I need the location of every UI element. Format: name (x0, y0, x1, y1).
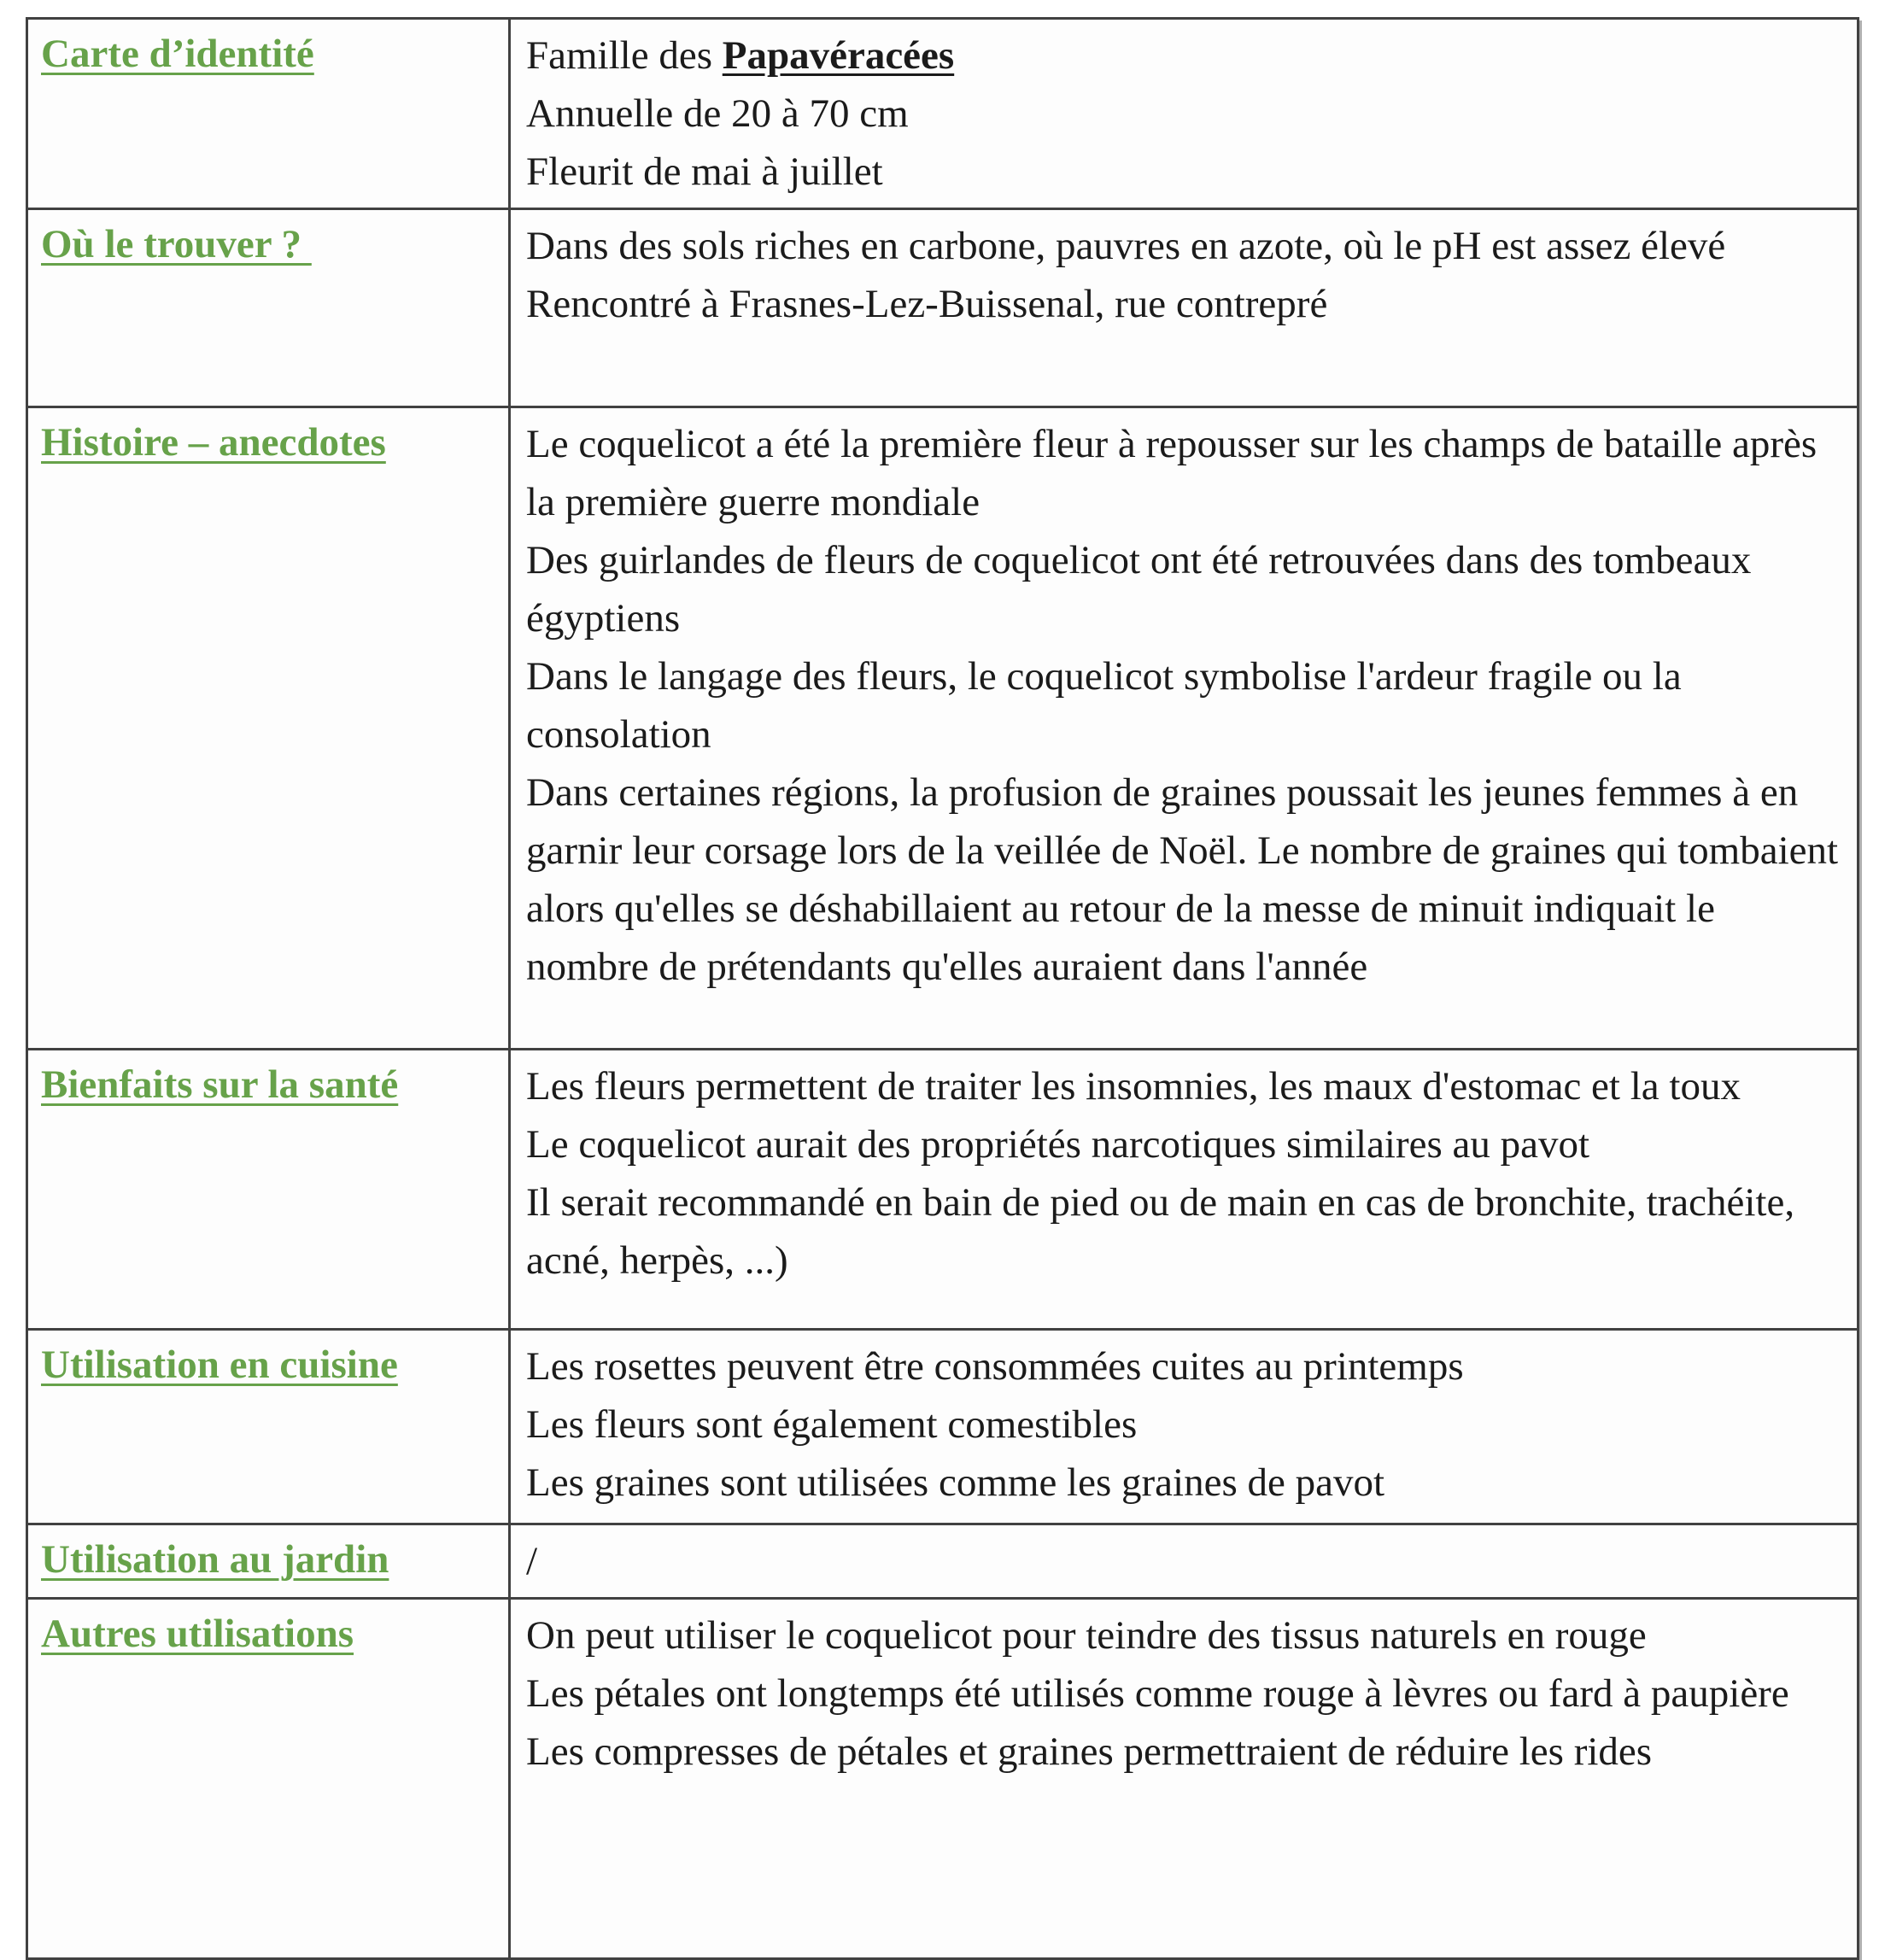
row-content-ou-le-trouver (510, 209, 1859, 407)
cell-paragraph (526, 1115, 1840, 1173)
cell-paragraph (526, 275, 1840, 333)
cell-paragraph (526, 1173, 1840, 1290)
row-header-autres-utilisations: Autres utilisations (41, 1612, 354, 1656)
cell-paragraph (526, 1454, 1840, 1512)
text-segment: Annuelle de 20 à 70 cm (526, 91, 909, 136)
cell-paragraph (526, 1532, 1840, 1590)
row-header-utilisation-jardin: Utilisation au jardin (41, 1537, 389, 1582)
cell-paragraph (526, 531, 1840, 647)
table-row (27, 1330, 1859, 1524)
text-segment: Les fleurs sont également comestibles (526, 1402, 1138, 1447)
row-content-utilisation-cuisine (510, 1330, 1859, 1524)
text-segment: Le coquelicot aurait des propriétés narcotiques similaires au pavot (526, 1122, 1590, 1167)
row-header-histoire-anecdotes: Histoire – anecdotes (41, 420, 386, 465)
emphasized-text: Papavéracées (722, 33, 955, 78)
cell-paragraph (526, 217, 1840, 275)
text-segment: Famille des (526, 33, 723, 78)
row-content-carte-identite (510, 19, 1859, 209)
row-header-utilisation-cuisine: Utilisation en cuisine (41, 1343, 398, 1387)
text-segment: Les graines sont utilisées comme les graines de pavot (526, 1460, 1385, 1505)
text-segment: Les compresses de pétales et graines permettraient de réduire les rides (526, 1729, 1653, 1774)
cell-paragraph (526, 1057, 1840, 1115)
text-segment: Dans certaines régions, la profusion de graines poussait les jeunes femmes à en garnir leur corsage lors de la veillée de Noël. Le nombre de graines qui tombaient alors qu'elles se déshabillaient au retour de la messe de minuit indiquait le nombre de prétendants qu'elles auraient dans l'année (526, 770, 1839, 989)
cell-paragraph (526, 1606, 1840, 1665)
table-row (27, 1524, 1859, 1599)
row-content-bienfaits-sante (510, 1050, 1859, 1330)
table-row (27, 407, 1859, 1050)
cell-paragraph (526, 415, 1840, 531)
cell-paragraph (526, 143, 1840, 201)
cell-paragraph (526, 1337, 1840, 1395)
text-segment: On peut utiliser le coquelicot pour teindre des tissus naturels en rouge (526, 1613, 1647, 1658)
plant-fact-table (26, 17, 1859, 1960)
cell-paragraph (526, 647, 1840, 764)
text-segment: Des guirlandes de fleurs de coquelicot ont été retrouvées dans des tombeaux égyptiens (526, 538, 1752, 641)
text-segment: Il serait recommandé en bain de pied ou de main en cas de bronchite, trachéite, acné, herpès, ...) (526, 1180, 1795, 1283)
text-segment: / (526, 1539, 538, 1583)
row-header-ou-le-trouver: Où le trouver ? (41, 222, 312, 266)
text-segment: Les fleurs permettent de traiter les insomnies, les maux d'estomac et la toux (526, 1064, 1741, 1109)
cell-paragraph (526, 85, 1840, 143)
text-segment: Dans des sols riches en carbone, pauvres en azote, où le pH est assez élevé (526, 224, 1726, 268)
cell-paragraph (526, 26, 1840, 85)
table-row (27, 209, 1859, 407)
text-segment: Rencontré à Frasnes-Lez-Buissenal, rue contrepré (526, 282, 1328, 326)
row-content-utilisation-jardin (510, 1524, 1859, 1599)
text-segment: Le coquelicot a été la première fleur à repousser sur les champs de bataille après la première guerre mondiale (526, 422, 1818, 524)
cell-paragraph (526, 764, 1840, 996)
cell-paragraph (526, 1665, 1840, 1723)
text-segment: Fleurit de mai à juillet (526, 149, 883, 194)
cell-paragraph (526, 1395, 1840, 1454)
table-row (27, 1599, 1859, 1959)
table-body (27, 19, 1859, 1959)
row-header-bienfaits-sante: Bienfaits sur la santé (41, 1062, 399, 1107)
text-segment: Dans le langage des fleurs, le coquelicot symbolise l'ardeur fragile ou la consolation (526, 654, 1682, 757)
cell-paragraph (526, 1723, 1840, 1781)
row-content-autres-utilisations (510, 1599, 1859, 1959)
row-content-histoire-anecdotes (510, 407, 1859, 1050)
table-row (27, 19, 1859, 209)
row-header-carte-identite: Carte d’identité (41, 32, 314, 76)
table-row (27, 1050, 1859, 1330)
text-segment: Les rosettes peuvent être consommées cuites au printemps (526, 1344, 1464, 1389)
text-segment: Les pétales ont longtemps été utilisés comme rouge à lèvres ou fard à paupière (526, 1671, 1789, 1716)
